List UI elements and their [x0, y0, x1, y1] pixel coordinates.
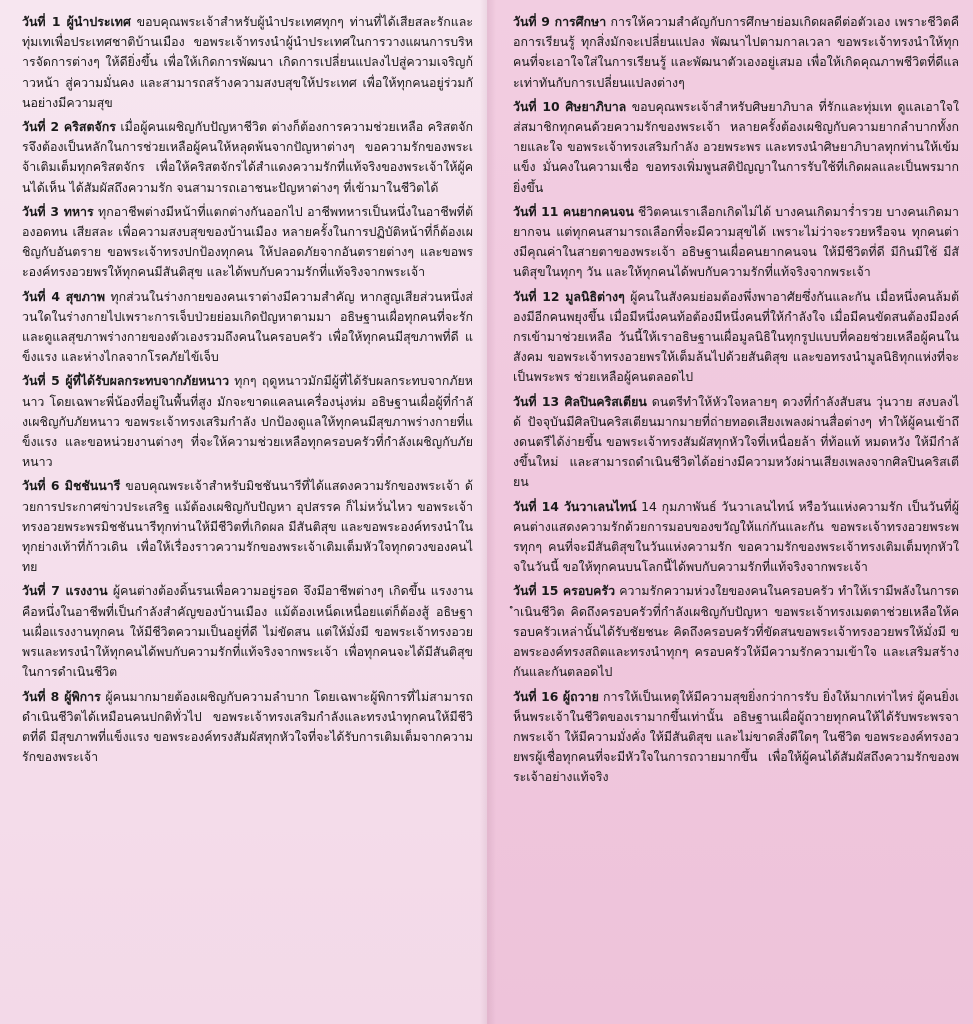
entry-day-10 — [513, 97, 959, 198]
page-gutter — [480, 0, 496, 1024]
entry-body: ความรักความห่วงใยของคนในครอบครัว ทำให้เรามีพลังในการดำเนินชีวิต คิดถึงครอบครัวที่กำลังเผชิญกับปัญหา ขอพระเจ้าทรงเมตตาช่วยเหลือให้ครอบครัวเหล่านั้นได้รับชัยชนะ คิดถึงครอบครัวที่ขัดสนขอพระเจ้าทรงอวยพรให้มั่งมี ขอพระองค์ทรงสถิตและทรงนำทุกๆ ครอบครัวให้มีความรักความเข้าใจ และเสริมสร้างกันและกันตลอดไป — [513, 583, 959, 680]
entry-day-9 — [513, 12, 959, 93]
entry-body: เมื่อผู้คนเผชิญกับปัญหาชีวิต ต่างก็ต้องการความช่วยเหลือ คริสตจักรจึงต้องเป็นหลักในการช่วยเหลือผู้คนให้หลุดพ้นจากปัญหาต่างๆ ขอความรักของพระเจ้าเติมเต็มทุกคริสตจักร เพื่อให้คริสตจักรได้สำแดงความรักที่แท้จริงของพระเจ้าให้ผู้คนได้เห็น ได้สัมผัสถึงความรัก จนสามารถเอาชนะปัญหาต่างๆ ที่เข้ามาในชีวิตได้ — [22, 119, 473, 195]
entry-body: ทุกส่วนในร่างกายของคนเราต่างมีความสำคัญ หากสูญเสียส่วนหนึ่งส่วนใดในร่างกายไปเพราะการเจ็บป่วยย่อมเกิดปัญหาตามมา อธิษฐานเผื่อทุกคนที่จะรักและดูแลสุขภาพร่างกายของตัวเองรวมถึงคนในครอบครัว เพื่อให้ทุกคนมีสุขภาพที่ดี แข็งแรง และห่างไกลจากโรคภัยไข้เจ็บ — [22, 288, 473, 365]
entry-day-3 — [22, 202, 473, 283]
entry-day-14 — [513, 497, 959, 578]
entry-title: วันที่ 13 ศิลปินคริสเตียน — [513, 393, 647, 409]
entry-body: ทุกๆ ฤดูหนาวมักมีผู้ที่ได้รับผลกระทบจากภัยหนาว โดยเฉพาะพี่น้องที่อยู่ในพื้นที่สูง มักจะขาดแคลนเครื่องนุ่งห่ม อธิษฐานเผื่อผู้ที่กำลังเผชิญกับภัยหนาว ขอพระเจ้าทรงเสริมกำลัง ปกป้องดูแลให้ทุกคนมีสุขภาพร่างกายที่แข็งแรง และขอหน่วยงานต่างๆ ที่จะให้ความช่วยเหลือทุกครอบครัวที่กำลังเผชิญกับภัยหนาว — [22, 373, 473, 470]
entry-body: ขอบคุณพระเจ้าสำหรับผู้นำประเทศทุกๆ ท่านที่ได้เสียสละรักและทุ่มเทเพื่อประเทศชาติบ้านเมือง ขอพระเจ้าทรงนำผู้นำประเทศในการวางแผนการบริหารจัดการต่างๆ ให้ดียิ่งขึ้น เพื่อให้เกิดการพัฒนา เกิดการเปลี่ยนแปลงไปสู่ความเจริญก้าวหน้า สู่ความมั่นคง และสามารถสร้างความสงบสุขให้ประเทศ เพื่อให้ทุกคนอยู่ร่วมกันอย่างมีความสุข — [22, 14, 473, 110]
entry-day-12 — [513, 287, 959, 388]
entry-title: วันที่ 8 ผู้พิการ — [22, 688, 101, 704]
entry-title: วันที่ 14 วันวาเลนไทน์ — [513, 498, 637, 514]
entry-day-11 — [513, 202, 959, 283]
entry-title: วันที่ 16 ผู้ถวาย — [513, 688, 599, 704]
entry-day-13 — [513, 392, 959, 493]
entry-title: วันที่ 5 ผู้ที่ได้รับผลกระทบจากภัยหนาว — [22, 373, 230, 389]
entry-day-1 — [22, 12, 473, 113]
entry-day-4 — [22, 287, 473, 368]
entry-title: วันที่ 12 มูลนิธิต่างๆ — [513, 288, 625, 304]
entry-day-6 — [22, 476, 473, 577]
entry-body: การให้เป็นเหตุให้มีความสุขยิ่งกว่าการรับ ยิ่งให้มากเท่าไหร่ ผู้คนยิ่งเห็นพระเจ้าในชีวิตของเรามากขึ้นเท่านั้น อธิษฐานเผื่อผู้ถวายทุกคนให้ได้รับพระพรจากพระเจ้า ให้มีความมั่งคั่ง ให้มีสันติสุข และไม่ขาดสิ่งดีใดๆ ในชีวิต ขอพระองค์ทรงอวยพรผู้เชื่อทุกคนที่จะมีหัวใจในการถวายมากขึ้น เพื่อให้ผู้คนได้สัมผัสถึงความรักของพระเจ้าอย่างแท้จริง — [513, 688, 959, 785]
entry-body: ขอบคุณพระเจ้าสำหรับศิษยาภิบาล ที่รักและทุ่มเท ดูแลเอาใจใส่สมาชิกทุกคนด้วยความรักของพระเจ้า หลายครั้งต้องเผชิญกับความยากลำบากทั้งกายและใจ ขอพระเจ้าทรงเสริมกำลัง อวยพระพร และทรงนำศิษยาภิบาลทุกท่านให้เข้มแข็ง มั่นคงในความเชื่อ ขอทรงเพิ่มพูนสติปัญญาในการรับใช้ที่เกิดผลและเป็นพรมากยิ่งขึ้น — [513, 98, 959, 195]
entry-body: การให้ความสำคัญกับการศึกษาย่อมเกิดผลดีต่อตัวเอง เพราะชีวิตคือการเรียนรู้ ทุกสิ่งมักจะเปลี่ยนแปลง พัฒนาไปตามกาลเวลา ขอพระเจ้าทรงนำให้ทุกคนที่จะเอาใจใส่ในการเรียนรู้ และพัฒนาตัวเองอยู่เสมอ เพื่อให้เกิดคุณภาพชีวิตที่ดีและเท่าทันกับการเปลี่ยนแปลงต่างๆ — [513, 14, 959, 90]
entry-title: วันที่ 6 มิชชันนารี — [22, 478, 121, 494]
entry-title: วันที่ 10 ศิษยาภิบาล — [513, 98, 627, 114]
right-page — [487, 0, 973, 1024]
entry-body: ผู้คนต่างต้องดิ้นรนเพื่อความอยู่รอด จึงมีอาชีพต่างๆ เกิดขึ้น แรงงานคือหนึ่งในอาชีพที่เป็นกำลังสำคัญของบ้านเมือง แม้ต้องเหน็ดเหนื่อยแต่ก็ต้องสู้ อธิษฐานเผื่อแรงงานทุกคน ให้มีชีวิตความเป็นอยู่ที่ดี ไม่ขัดสน แต่ให้มั่งมี ขอพระเจ้าทรงอวยพรและทรงนำให้ทุกคนได้พบกับความรักที่แท้จริงจากพระเจ้า เพื่อทุกคนจะได้มีสันติสุขในการดำเนินชีวิต — [22, 583, 473, 680]
entry-title: วันที่ 7 แรงงาน — [22, 583, 108, 599]
entry-body: ชีวิตคนเราเลือกเกิดไม่ได้ บางคนเกิดมาร่ำรวย บางคนเกิดมายากจน แต่ทุกคนสามารถเลือกที่จะมีความสุขได้ เพราะไม่ว่าจะรวยหรือจน ทุกคนต่างมีคุณค่าในสายตาของพระเจ้า อธิษฐานเผื่อคนยากคนจน ให้มีชีวิตที่ดี มีกินมีใช้ มีสันติสุขในทุกๆ วัน และให้ทุกคนได้พบกับความรักที่แท้จริงจากพระเจ้า — [513, 203, 959, 280]
entry-day-2 — [22, 117, 473, 198]
entry-day-7 — [22, 581, 473, 682]
entry-body: ผู้คนมากมายต้องเผชิญกับความลำบาก โดยเฉพาะผู้พิการที่ไม่สามารถดำเนินชีวิตได้เหมือนคนปกติทั่วไป ขอพระเจ้าทรงเสริมกำลังและทรงนำทุกคนให้มีชีวิตที่ดี มีสุขภาพที่แข็งแรง ขอพระองค์ทรงสัมผัสทุกหัวใจที่จะได้รับการเติมเต็มจากความรักของพระเจ้า — [22, 688, 473, 765]
entry-title: วันที่ 4 สุขภาพ — [22, 288, 106, 304]
entry-body: ทุกอาชีพต่างมีหน้าที่แตกต่างกันออกไป อาชีพทหารเป็นหนึ่งในอาชีพที่ต้องอดทน เสียสละ เพื่อความสงบสุขของบ้านเมือง หลายครั้งในการปฏิบัติหน้าที่ก็ต้องเผชิญกับอันตราย ขอพระเจ้าทรงปกป้องทุกคน ให้ปลอดภัยจากอันตรายต่างๆ และขอพระองค์ทรงอวยพรให้ทุกคนมีสันติสุข และได้พบกับความรักที่แท้จริงจากพระเจ้า — [22, 203, 473, 280]
entry-title: วันที่ 2 คริสตจักร — [22, 119, 116, 135]
entry-title: วันที่ 9 การศึกษา — [513, 14, 607, 29]
entry-day-16 — [513, 687, 959, 788]
entry-body: ดนตรีทำให้หัวใจหลายๆ ดวงที่กำลังสับสน วุ่นวาย สงบลงได้ ปัจจุบันมีศิลปินคริสเตียนมากมายที่ถ่ายทอดเสียงเพลงผ่านสื่อต่างๆ ทำให้ผู้คนเข้าถึงดนตรีได้ง่ายขึ้น ขอพระเจ้าทรงสัมผัสทุกหัวใจที่เหนื่อยล้า ที่ท้อแท้ หมดหวัง ให้มีกำลังขึ้นใหม่ และสามารถดำเนินชีวิตได้อย่างมีความหวังผ่านเสียงเพลงจากศิลปินคริสเตียน — [513, 393, 959, 490]
entry-body: ผู้คนในสังคมย่อมต้องพึ่งพาอาศัยซึ่งกันและกัน เมื่อหนึ่งคนล้มต้องมีอีกคนพยุงขึ้น เมื่อมีหนึ่งคนท้อต้องมีหนึ่งคนที่ให้กำลังใจ เมื่อมีคนขัดสนต้องมีองค์กรเข้ามาช่วยเหลือ วันนี้ให้เราอธิษฐานเผื่อมูลนิธิในทุกรูปแบบที่คอยช่วยเหลือผู้คนในสังคม ขอพระเจ้าทรงอวยพรให้เต็มล้นไปด้วยสันติสุข และขอทรงนำมูลนิธิทุกแห่งที่จะเป็นพระพร ช่วยเหลือผู้คนตลอดไป — [513, 288, 960, 385]
entry-title: วันที่ 3 ทหาร — [22, 203, 94, 219]
entry-day-15 — [513, 581, 959, 682]
entry-day-5 — [22, 371, 473, 472]
entry-body: 14 กุมภาพันธ์ วันวาเลนไทน์ หรือวันแห่งความรัก เป็นวันที่ผู้คนต่างแสดงความรักด้วยการมอบของขวัญให้แก่กันและกัน ขอพระเจ้าทรงอวยพระพรทุกๆ คนที่จะมีสันติสุขในวันแห่งความรัก ขอความรักของพระเจ้าทรงเติมเต็มทุกหัวใจในวันนี้ ขอให้ทุกคนบนโลกนี้ได้พบกับความรักที่แท้จริงจากพระเจ้า — [513, 498, 959, 575]
entry-title: วันที่ 15 ครอบครัว — [513, 583, 616, 599]
entry-body: ขอบคุณพระเจ้าสำหรับมิชชันนารีที่ได้แสดงความรักของพระเจ้า ด้วยการประกาศข่าวประเสริฐ แม้ต้องเผชิญกับปัญหา อุปสรรค ก็ไม่หวั่นไหว ขอพระเจ้าทรงอวยพระพรมิชชันนารีทุกท่านให้มีชีวิตที่เกิดผล มีสันติสุข และขอพระองค์ทรงนำในทุกย่างเท้าที่ก้าวเดิน เพื่อให้เรื่องราวความรักของพระเจ้าเติมเต็มหัวใจทุกดวงของคนไทย — [22, 478, 473, 575]
entry-day-8 — [22, 687, 473, 768]
entry-title: วันที่ 1 ผู้นำประเทศ — [22, 14, 131, 29]
entry-title: วันที่ 11 คนยากคนจน — [513, 203, 634, 219]
